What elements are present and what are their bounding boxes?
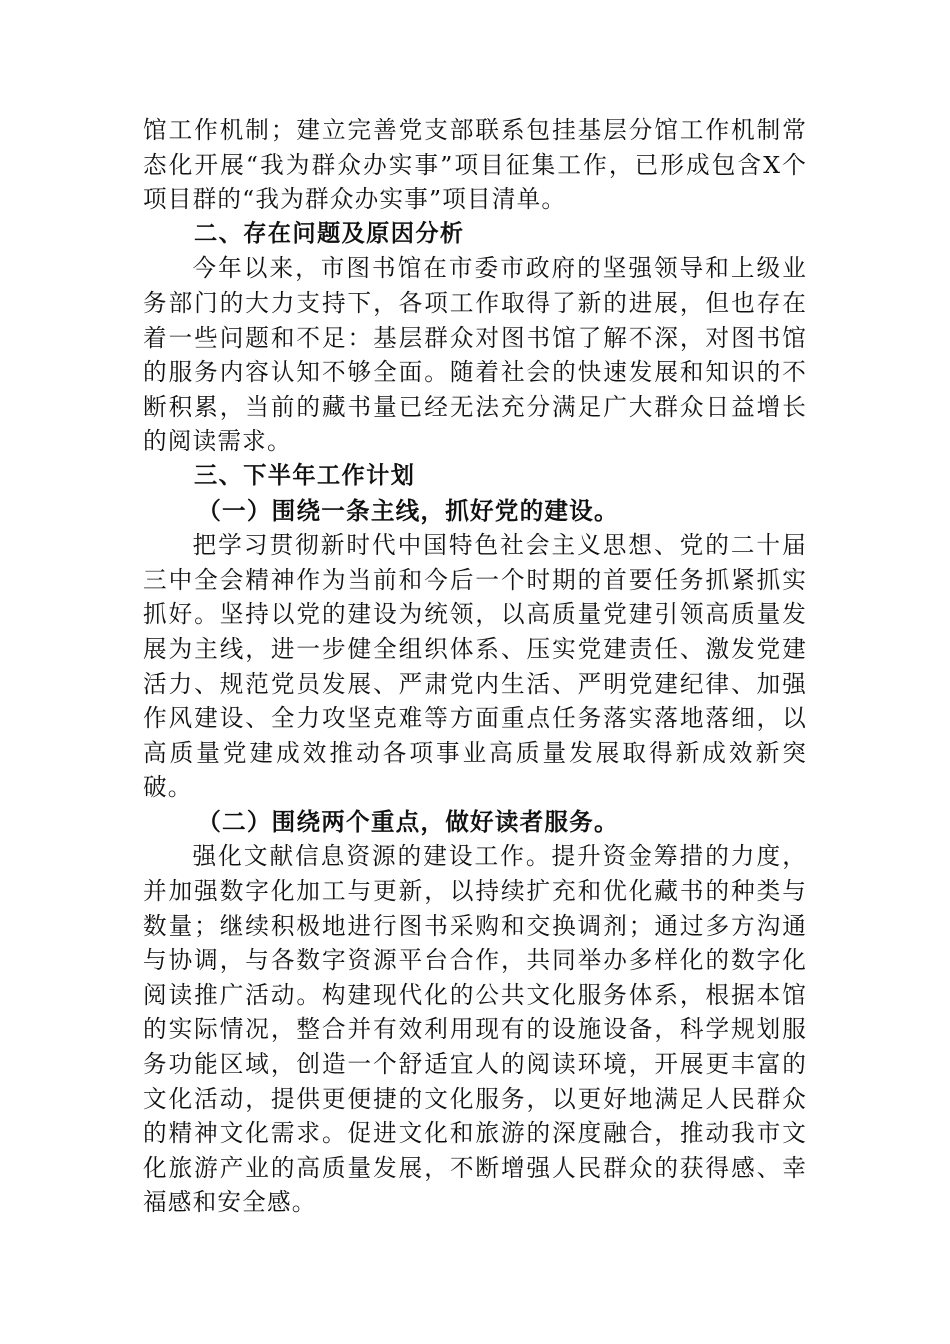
- document-body: [143, 113, 807, 1220]
- paragraph-reader-services: 强化文献信息资源的建设工作。提升资金筹措的力度，并加强数字化加工与更新，以持续扩充和优化藏书的种类与数量；继续积极地进行图书采购和交换调剂；通过多方沟通与协调，与各数字资源平台合作，共同举办多样化的数字化阅读推广活动。构建现代化的公共文化服务体系，根据本馆的实际情况，整合并有效利用现有的设施设备，科学规划服务功能区域，创造一个舒适宜人的阅读环境，开展更丰富的文化活动，提供更便捷的文化服务，以更好地满足人民群众的精神文化需求。促进文化和旅游的深度融合，推动我市文化旅游产业的高质量发展，不断增强人民群众的获得感、幸福感和安全感。: [143, 842, 807, 1217]
- subheading-reader-services: （二）围绕两个重点，做好读者服务。: [197, 807, 619, 836]
- section-heading-problems: 二、存在问题及原因分析: [194, 219, 465, 247]
- paragraph-continued: 馆工作机制；建立完善党支部联系包挂基层分馆工作机制常态化开展“我为群众办实事”项目征集工作，已形成包含X个项目群的“我为群众办实事”项目清单。: [143, 116, 807, 214]
- section-heading-plan: 三、下半年工作计划: [194, 461, 416, 489]
- paragraph-party-building: 把学习贯彻新时代中国特色社会主义思想、党的二十届三中全会精神作为当前和今后一个时期的首要任务抓紧抓实抓好。坚持以党的建设为统领，以高质量党建引领高质量发展为主线，进一步健全组织体系、压实党建责任、激发党建活力、规范党员发展、严肃党内生活、严明党建纪律、加强作风建设、全力攻坚克难等方面重点任务落实落地落细，以高质量党建成效推动各项事业高质量发展取得新成效新突破。: [143, 531, 807, 802]
- subheading-party-building: （一）围绕一条主线，抓好党的建设。: [197, 496, 619, 525]
- paragraph-problems: 今年以来，市图书馆在市委市政府的坚强领导和上级业务部门的大力支持下，各项工作取得了新的进展，但也存在着一些问题和不足：基层群众对图书馆了解不深，对图书馆的服务内容认知不够全面。随着社会的快速发展和知识的不断积累，当前的藏书量已经无法充分满足广大群众日益增长的阅读需求。: [143, 254, 807, 456]
